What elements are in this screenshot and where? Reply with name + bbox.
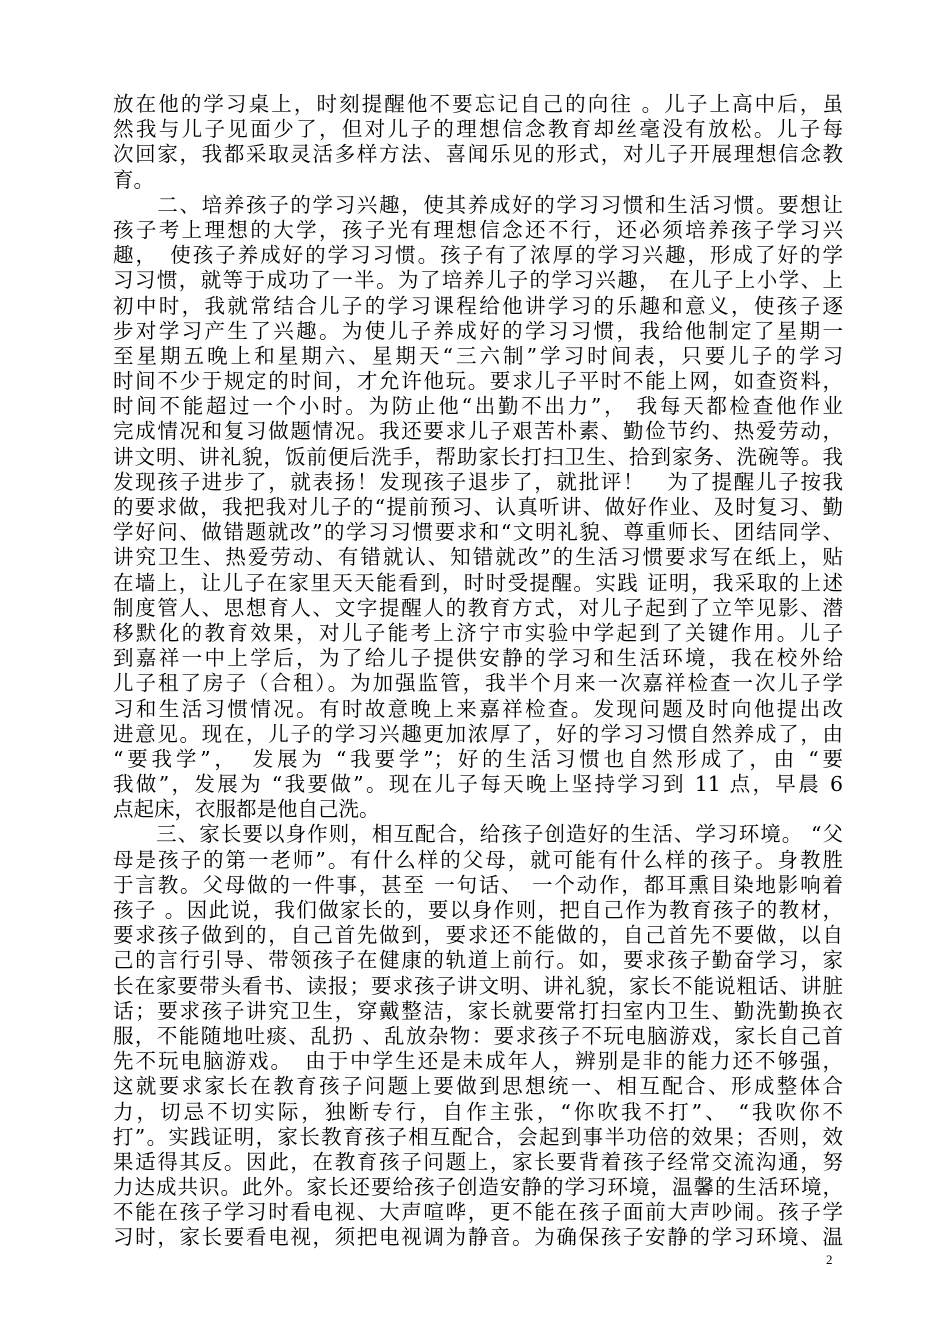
text-line: 时间不少于规定的时间，才允许他玩。要求儿子平时不能上网，如查资料， [113,369,843,394]
text-line: 趣， 使孩子养成好的学习习惯。孩子有了浓厚的学习兴趣，形成了好的学 [113,243,843,268]
text-line: 母是孩子的第一老师”。有什么样的父母，就可能有什么样的孩子。身教胜 [113,847,843,872]
text-line: 习习惯，就等于成功了一半。为了培养儿子的学习兴趣， 在儿子上小学、上 [113,268,843,293]
text-line: 三、家长要以身作则，相互配合，给孩子创造好的生活、学习环境。 “父 [113,822,843,847]
text-line: 完成情况和复习做题情况。我还要求儿子艰苦朴素、勤俭节约、热爱劳动， [113,419,843,444]
text-line: “要我学”， 发展为 “我要学”；好的生活习惯也自然形成了，由 “要 [113,746,843,771]
text-line: 初中时，我就常结合儿子的学习课程给他讲学习的乐趣和意义，使孩子逐 [113,293,843,318]
text-line: 移默化的教育效果，对儿子能考上济宁市实验中学起到了关键作用。儿子 [113,620,843,645]
text-line: 发现孩子进步了，就表扬！发现孩子退步了，就批评！ 为了提醒儿子按我 [113,469,843,494]
text-line: 点起床，衣服都是他自己洗。 [113,797,380,822]
text-line: 不能在孩子学习时看电视、大声喧哗，更不能在孩子面前大声吵闹。孩子学 [113,1200,843,1225]
text-line: 习和生活习惯情况。有时故意晚上来嘉祥检查。发现问题及时向他提出改 [113,696,843,721]
text-line: 习时，家长要看电视，须把电视调为静音。为确保孩子安静的学习环境、温 [113,1225,843,1250]
text-line: 讲究卫生、热爱劳动、有错就认、知错就改”的生活习惯要求写在纸上，贴 [113,545,843,570]
text-line: 时间不能超过一个小时。为防止他“出勤不出力”， 我每天都检查他作业 [113,394,843,419]
text-line: 进意见。现在，儿子的学习兴趣更加浓厚了，好的学习习惯自然养成了，由 [113,721,843,746]
text-line: 讲文明、讲礼貌，饭前便后洗手，帮助家长打扫卫生、拾到家务、洗碗等。我 [113,444,843,469]
text-line: 孩子 。因此说，我们做家长的，要以身作则，把自己作为教育孩子的教材， [113,898,843,922]
text-line: 打”。实践证明，家长教育孩子相互配合，会起到事半功倍的效果；否则，效 [113,1124,843,1149]
text-line: 力达成共识。此外。家长还要给孩子创造安静的学习环境，温馨的生活环境， [113,1175,843,1200]
text-line: 到嘉祥一中上学后，为了给儿子提供安静的学习和生活环境，我在校外给 [113,646,843,671]
text-line: 孩子考上理想的大学，孩子光有理想信念还不行，还必须培养孩子学习兴 [113,217,843,242]
text-line: 先不玩电脑游戏。 由于中学生还是未成年人，辨别是非的能力还不够强， [113,1049,843,1074]
text-line: 长在家要带头看书、读报；要求孩子讲文明、讲礼貌，家长不能说粗话、讲脏 [113,973,843,998]
text-line: 这就要求家长在教育孩子问题上要做到思想统一、相互配合、形成整体合 [113,1074,843,1099]
body-text [113,92,843,1251]
text-line: 学好问、做错题就改”的学习习惯要求和“文明礼貌、尊重师长、团结同学、 [113,520,843,545]
text-line: 二、培养孩子的学习兴趣，使其养成好的学习习惯和生活习惯。要想让 [113,192,843,217]
text-line: 话；要求孩子讲究卫生，穿戴整洁，家长就要常打扫室内卫生、勤洗勤换衣 [113,998,843,1023]
text-line: 放在他的学习桌上，时刻提醒他不要忘记自己的向往 。儿子上高中后，虽 [113,92,843,116]
text-line: 的要求做，我把我对儿子的“提前预习、认真听讲、做好作业、及时复习、勤 [113,495,843,519]
text-line: 育。 [113,167,154,192]
text-line: 步对学习产生了兴趣。为使儿子养成好的学习习惯，我给他制定了星期一 [113,318,843,343]
text-line: 于言教。父母做的一件事，甚至 一句话、 一个动作，都耳熏目染地影响着 [113,872,843,897]
text-line: 我做”，发展为 “我要做”。现在儿子每天晚上坚持学习到 11 点，早晨 6 [113,772,843,797]
text-line: 然我与儿子见面少了，但对儿子的理想信念教育却丝毫没有放松。儿子每 [113,117,843,142]
text-line: 次回家，我都采取灵活多样方法、喜闻乐见的形式，对儿子开展理想信念教 [113,142,843,167]
text-line: 儿子租了房子（合租）。为加强监管，我半个月来一次嘉祥检查一次儿子学 [113,671,843,696]
text-line: 制度管人、思想育人、文字提醒人的教育方式，对儿子起到了立竿见影、潜 [113,595,843,620]
text-line: 在墙上，让儿子在家里天天能看到，时时受提醒。实践 证明，我采取的上述 [113,570,843,595]
text-line: 至星期五晚上和星期六、星期天“三六制”学习时间表，只要儿子的学习 [113,343,843,368]
text-line: 要求孩子做到的，自己首先做到，要求还不能做的，自己首先不要做，以自 [113,923,843,948]
text-line: 力，切忌不切实际，独断专行，自作主张，“你吹我不打”、 “我吹你不 [113,1099,843,1124]
text-line: 果适得其反。因此，在教育孩子问题上，家长要背着孩子经常交流沟通，努 [113,1149,843,1174]
page-number: 2 [826,1252,833,1267]
text-line: 己的言行引导、带领孩子在健康的轨道上前行。如，要求孩子勤奋学习，家 [113,948,843,973]
text-line: 服，不能随地吐痰、乱扔 、乱放杂物：要求孩子不玩电脑游戏，家长自己首 [113,1023,843,1048]
